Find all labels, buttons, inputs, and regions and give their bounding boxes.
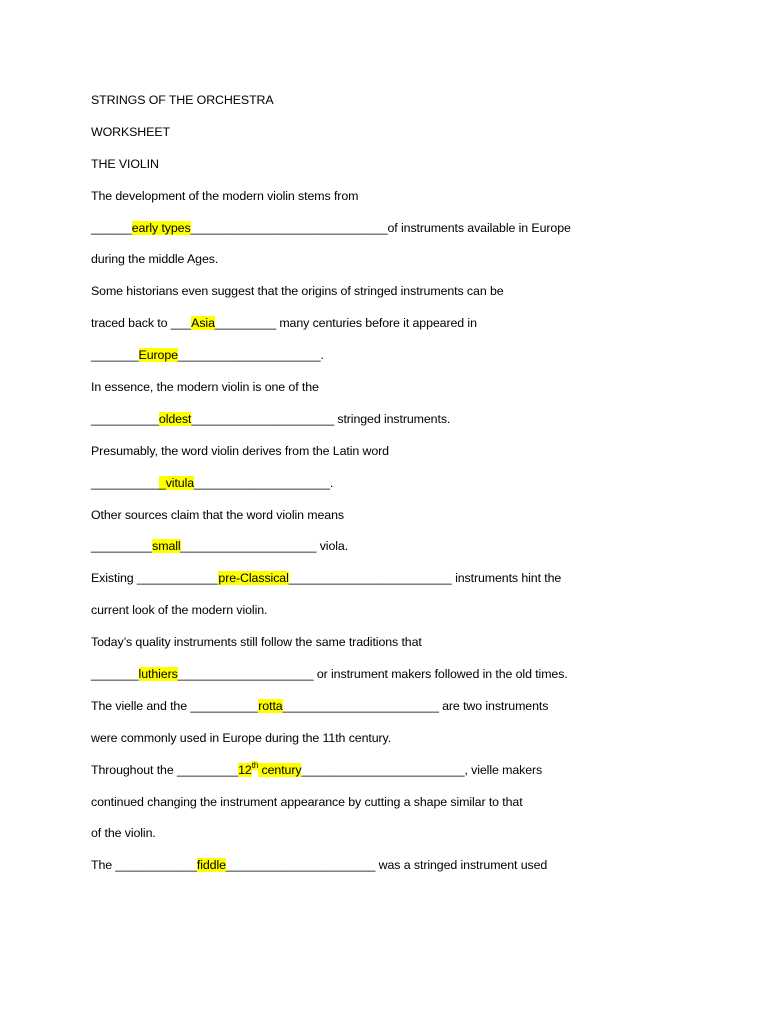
line-text: current look of the modern violin. (91, 603, 268, 618)
line-text: ______________________ was a stringed instrument used (225, 858, 548, 873)
answer-highlight: oldest (158, 411, 192, 426)
line-text: Other sources claim that the word violin means (91, 507, 344, 522)
worksheet-line (91, 600, 731, 632)
section-heading: THE VIOLIN (91, 156, 159, 171)
worksheet-line (91, 345, 731, 377)
line-text: ____________________ viola. (180, 539, 349, 554)
line-text: continued changing the instrument appearance by cutting a shape similar to that (91, 794, 523, 809)
answer-highlight: early types (131, 220, 191, 235)
worksheet-line (91, 855, 731, 887)
worksheet-line (91, 760, 731, 792)
line-text: _____________________. (177, 348, 324, 363)
line-text: _______ (91, 667, 139, 682)
line-text: __________ (91, 411, 159, 426)
line-text: ____________________. (194, 475, 334, 490)
answer-highlight: pre-Classical (218, 571, 289, 586)
worksheet-lines (91, 186, 731, 888)
document-subtitle: WORKSHEET (91, 124, 170, 139)
line-text: Presumably, the word violin derives from the Latin word (91, 443, 389, 458)
worksheet-line (91, 664, 731, 696)
answer-highlight: small (152, 539, 181, 554)
line-text: of the violin. (91, 826, 156, 841)
answer-highlight: Europe (138, 348, 178, 363)
line-text: _______ (91, 348, 139, 363)
line-text: _________ (91, 539, 153, 554)
document-title: STRINGS OF THE ORCHESTRA (91, 93, 274, 107)
worksheet-line (91, 568, 731, 600)
worksheet-line (91, 696, 731, 728)
worksheet-line (91, 218, 731, 250)
line-text: _____________________ stringed instruments. (191, 411, 451, 426)
line-text: __________ (91, 475, 159, 490)
line-text: ________________________ instruments hint the (288, 571, 562, 586)
line-text: In essence, the modern violin is one of the (91, 380, 319, 395)
answer-highlight: rotta (258, 698, 283, 713)
worksheet-line (91, 632, 731, 664)
answer-highlight: fiddle (196, 858, 226, 873)
worksheet-line (91, 409, 731, 441)
worksheet-line (91, 441, 731, 473)
line-text: _________ many centuries before it appeared in (214, 316, 477, 331)
line-text: The development of the modern violin stems from (91, 188, 359, 203)
line-text: traced back to ___ (91, 316, 192, 331)
line-text: ______ (91, 220, 132, 235)
worksheet-line (91, 505, 731, 537)
worksheet-line (91, 377, 731, 409)
line-text: Throughout the _________ (91, 762, 239, 777)
answer-highlight: _vitula (158, 475, 195, 490)
worksheet-line (91, 249, 731, 281)
line-text: during the middle Ages. (91, 252, 219, 267)
line-text: Some historians even suggest that the origins of stringed instruments can be (91, 284, 504, 299)
worksheet-line (91, 313, 731, 345)
worksheet-line (91, 823, 731, 855)
line-text: The vielle and the __________ (91, 698, 259, 713)
line-text: were commonly used in Europe during the 11th century. (91, 730, 392, 745)
answer-highlight: century (258, 762, 302, 777)
worksheet-line (91, 186, 731, 218)
line-text: ________________________, vielle makers (301, 762, 543, 777)
line-text: The ____________ (91, 858, 197, 873)
worksheet-line (91, 473, 731, 505)
line-text: _____________________________of instruments available in Europe (190, 220, 571, 235)
line-text: ____________________ or instrument makers followed in the old times. (177, 667, 568, 682)
answer-highlight: luthiers (138, 667, 178, 682)
worksheet-body (91, 90, 731, 887)
worksheet-line (91, 536, 731, 568)
line-text: _______________________ are two instruments (282, 698, 549, 713)
answer-highlight: 12 (238, 762, 252, 777)
worksheet-line (91, 728, 731, 760)
line-text: Existing ____________ (91, 571, 219, 586)
answer-highlight: Asia (191, 316, 215, 331)
worksheet-line (91, 281, 731, 313)
answer-highlight: th (251, 760, 259, 770)
worksheet-line (91, 792, 731, 824)
line-text: Today’s quality instruments still follow the same traditions that (91, 635, 422, 650)
